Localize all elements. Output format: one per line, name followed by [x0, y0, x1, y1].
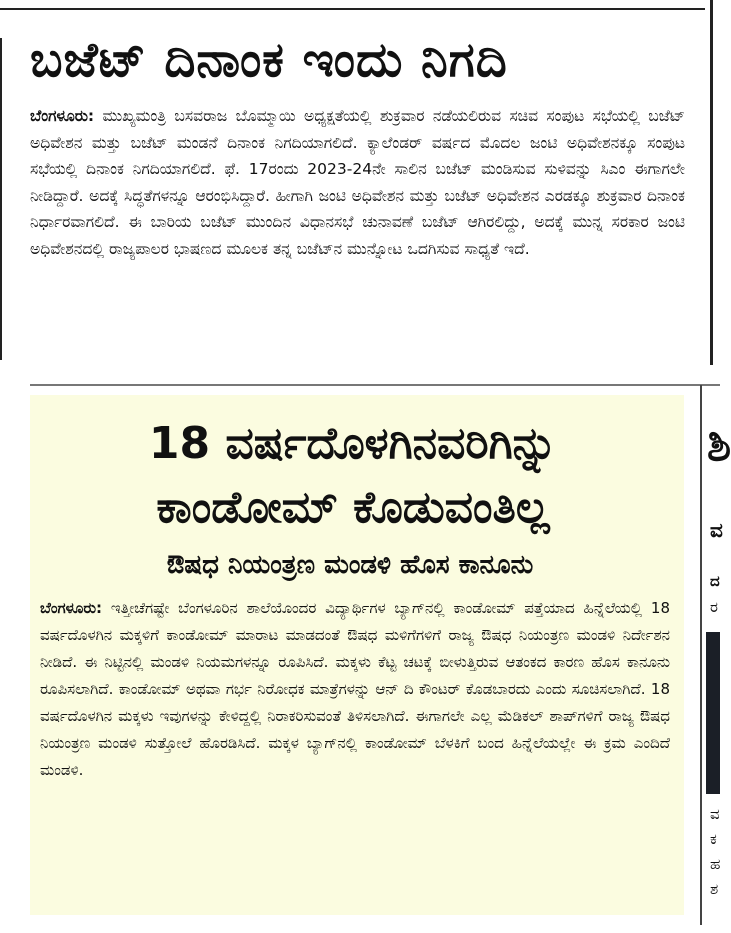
- condom-article-body: [40, 595, 670, 784]
- right-text-fragment: ರ: [710, 598, 718, 616]
- right-subhead-fragment: ವ: [710, 518, 723, 542]
- right-text-fragment: ವ: [710, 805, 720, 823]
- budget-article-body: [30, 103, 685, 262]
- budget-headline: ಬಜೆಟ್ ದಿನಾಂಕ ಇಂದು ನಿಗದಿ: [30, 32, 508, 88]
- right-photo-fragment: [706, 632, 720, 794]
- top-rule: [0, 8, 705, 10]
- budget-dateline: ಬೆಂಗಳೂರು:: [30, 107, 95, 125]
- right-column-rule-lower: [700, 385, 702, 925]
- right-headline-fragment: ಶಿ: [707, 420, 731, 471]
- right-text-fragment: ಕ: [710, 830, 717, 848]
- condom-subheadline: ಔಷಧ ನಿಯಂತ್ರಣ ಮಂಡಳಿ ಹೊಸ ಕಾನೂನು: [166, 550, 534, 580]
- section-divider-rule: [30, 384, 720, 386]
- condom-headline-line1: 18 ವರ್ಷದೊಳಗಿನವರಿಗಿನ್ನು: [148, 418, 558, 469]
- left-column-rule: [0, 38, 2, 360]
- condom-body-text: ಇತ್ತೀಚೆಗಷ್ಟೇ ಬೆಂಗಳೂರಿನ ಶಾಲೆಯೊಂದರ ವಿದ್ಯಾರ್ಥಿಗಳ ಬ್ಯಾಗ್‌ನಲ್ಲಿ ಕಾಂಡೋಮ್ ಪತ್ತೆಯಾದ ಹಿನ್ನೆಲೆಯಲ್ಲಿ 18 ವರ್ಷದೊಳಗಿನ ಮಕ್ಕಳಿಗೆ ಕಾಂಡೋಮ್ ಮಾರಾಟ ಮಾಡದಂತೆ ಔಷಧ ಮಳಿಗೆಗಳಿಗೆ ರಾಜ್ಯ ಔಷಧ ನಿಯಂತ್ರಣ ಮಂಡಳಿ ನಿರ್ದೇಶನ ನೀಡಿದೆ. ಈ ನಿಟ್ಟಿನಲ್ಲಿ ಮಂಡಳಿ ನಿಯಮಗಳನ್ನೂ ರೂಪಿಸಿದೆ. ಮಕ್ಕಳು ಕೆಟ್ಟ ಚಟಕ್ಕೆ ಬೀಳುತ್ತಿರುವ ಆತಂಕದ ಕಾರಣ ಹೊಸ ಕಾನೂನು ರೂಪಿಸಲಾಗಿದೆ. ಕಾಂಡೋಮ್ ಅಥವಾ ಗರ್ಭ ನಿರೋಧಕ ಮಾತ್ರೆಗಳನ್ನು ಆನ್ ದಿ ಕೌಂಟರ್ ಕೊಡಬಾರದು ಎಂದು ಸೂಚಿಸಲಾಗಿದೆ. 18 ವರ್ಷದೊಳಗಿನ ಮಕ್ಕಳು ಇವುಗಳನ್ನು ಕೇಳಿದ್ದಲ್ಲಿ ನಿರಾಕರಿಸುವಂತೆ ತಿಳಿಸಲಾಗಿದೆ. ಈಗಾಗಲೇ ಎಲ್ಲ ಮೆಡಿಕಲ್ ಶಾಪ್‌ಗಳಿಗೆ ರಾಜ್ಯ ಔಷಧ ನಿಯಂತ್ರಣ ಮಂಡಳಿ ಸುತ್ತೋಲೆ ಹೊರಡಿಸಿದೆ. ಮಕ್ಕಳ ಬ್ಯಾಗ್‌ನಲ್ಲಿ ಕಾಂಡೋಮ್ ಬೆಳಕಿಗೆ ಬಂದ ಹಿನ್ನೆಲೆಯಲ್ಲೇ ಈ ಕ್ರಮ ಎಂದಿದೆ ಮಂಡಳಿ.: [40, 599, 670, 779]
- condom-headline-line2: ಕಾಂಡೋಮ್ ಕೊಡುವಂತಿಲ್ಲ: [156, 482, 550, 533]
- right-text-fragment: ದ: [710, 572, 720, 590]
- budget-body-text: ಮುಖ್ಯಮಂತ್ರಿ ಬಸವರಾಜ ಬೊಮ್ಮಾಯಿ ಅಧ್ಯಕ್ಷತೆಯಲ್ಲಿ ಶುಕ್ರವಾರ ನಡೆಯಲಿರುವ ಸಚಿವ ಸಂಪುಟ ಸಭೆಯಲ್ಲಿ ಬಜೆಟ್ ಅಧಿವೇಶನ ಮತ್ತು ಬಜೆಟ್ ಮಂಡನೆ ದಿನಾಂಕ ನಿಗದಿಯಾಗಲಿದೆ. ಕ್ಯಾಲೆಂಡರ್ ವರ್ಷದ ಮೊದಲ ಜಂಟಿ ಅಧಿವೇಶನಕ್ಕೂ ಸಂಪುಟ ಸಭೆಯಲ್ಲಿ ದಿನಾಂಕ ನಿಗದಿಯಾಗಲಿದೆ. ಫೆ. 17ರಂದು 2023-24ನೇ ಸಾಲಿನ ಬಜೆಟ್ ಮಂಡಿಸುವ ಸುಳಿವನ್ನು ಸಿಎಂ ಈಗಾಗಲೇ ನೀಡಿದ್ದಾರೆ. ಅದಕ್ಕೆ ಸಿದ್ಧತೆಗಳನ್ನೂ ಆರಂಭಿಸಿದ್ದಾರೆ. ಹೀಗಾಗಿ ಜಂಟಿ ಅಧಿವೇಶನ ಮತ್ತು ಬಜೆಟ್ ಅಧಿವೇಶನ ಎರಡಕ್ಕೂ ಶುಕ್ರವಾರ ದಿನಾಂಕ ನಿರ್ಧಾರವಾಗಲಿದೆ. ಈ ಬಾರಿಯ ಬಜೆಟ್ ಮುಂದಿನ ವಿಧಾನಸಭೆ ಚುನಾವಣೆ ಬಜೆಟ್ ಆಗಿರಲಿದ್ದು, ಅದಕ್ಕೆ ಮುನ್ನ ಸರಕಾರ ಜಂಟಿ ಅಧಿವೇಶನದಲ್ಲಿ ರಾಜ್ಯಪಾಲರ ಭಾಷಣದ ಮೂಲಕ ತನ್ನ ಬಜೆಟ್‌ನ ಮುನ್ನೋಟ ಒದಗಿಸುವ ಸಾಧ್ಯತೆ ಇದೆ.: [30, 107, 685, 258]
- condom-dateline: ಬೆಂಗಳೂರು:: [40, 599, 103, 617]
- right-text-fragment: ಶ: [710, 880, 719, 898]
- right-column-rule: [710, 0, 713, 365]
- right-text-fragment: ಹ: [710, 855, 721, 873]
